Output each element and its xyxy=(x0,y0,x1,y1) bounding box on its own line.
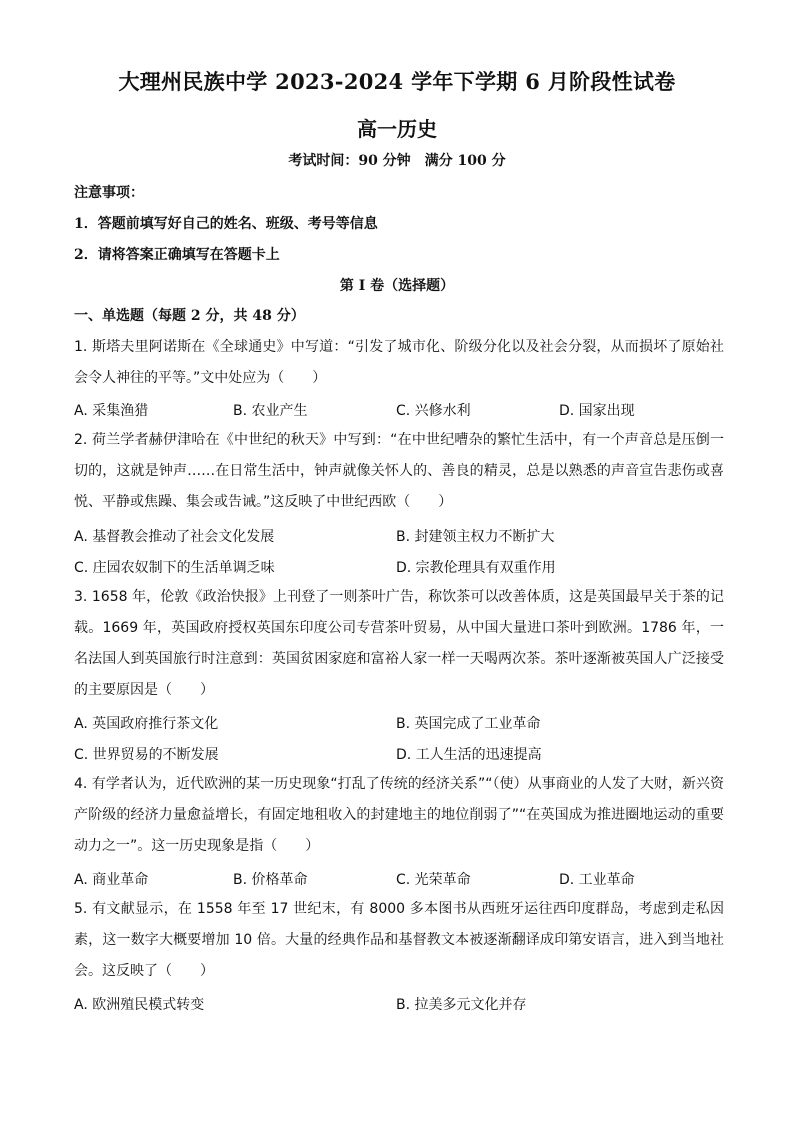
option-b: B. 拉美多元文化并存 xyxy=(396,997,527,1013)
option-c: C. 光荣革命 xyxy=(396,872,471,888)
question-stem: 1. 斯塔夫里阿诺斯在《全球通史》中写道：“引发了城市化、阶级分化以及社会分裂，从而损坏了原始社会令人神往的平等。”文中处应为（ ） xyxy=(74,339,724,386)
option-c: C. 庄园农奴制下的生活单调乏味 xyxy=(74,560,275,576)
question-stem: 2. 荷兰学者赫伊津哈在《中世纪的秋天》中写到：“在中世纪嘈杂的繁忙生活中，有一个声音总是压倒一切的，这就是钟声……在日常生活中，钟声就像关怀人的、善良的精灵，总是以熟悉的声音宣告悲伤或喜悦、平静或焦躁、集会或告诫。”这反映了中世纪西欧（ ） xyxy=(74,432,724,510)
question-stem: 5. 有文献显示，在 1558 年至 17 世纪末，有 8000 多本图书从西班牙运往西印度群岛，考虑到走私因素，这一数字大概要增加 10 倍。大量的经典作品和基督教文本被逐渐翻译成印第安语言，进入到当地社会。这反映了（ ） xyxy=(74,901,724,979)
option-d: D. 国家出现 xyxy=(559,403,635,419)
option-b: B. 英国完成了工业革命 xyxy=(396,716,541,732)
question-stem: 3. 1658 年，伦敦《政治快报》上刊登了一则茶叶广告，称饮茶可以改善体质，这是英国最早关于茶的记载。1669 年，英国政府授权英国东印度公司专营茶叶贸易，从中国大量进口茶叶到欧洲。1786 年，一名法国人到英国旅行时注意到：英国贫困家庭和富裕人家一样一天喝两次茶。茶叶逐渐被英国人广泛接受的主要原因是（ ） xyxy=(74,589,724,698)
option-a: A. 欧洲殖民模式转变 xyxy=(74,997,205,1013)
notice-item: 1．答题前填写好自己的姓名、班级、考号等信息 xyxy=(74,216,378,232)
section-title: 一、单选题（每题 2 分，共 48 分） xyxy=(74,308,305,324)
option-a: A. 采集渔猎 xyxy=(74,403,149,419)
question-stem: 4. 有学者认为，近代欧洲的某一历史现象“打乱了传统的经济关系”“（使）从事商业的人发了大财，新兴资产阶级的经济力量愈益增长，有固定地租收入的封建地主的地位削弱了”“在英国成为推进圈地运动的重要动力之一”。这一历史现象是指（ ） xyxy=(74,776,724,854)
exam-info: 考试时间：90 分钟 满分 100 分 xyxy=(288,153,506,169)
option-d: D. 工人生活的迅速提高 xyxy=(396,747,542,763)
option-a: A. 基督教会推动了社会文化发展 xyxy=(74,529,275,545)
option-a: A. 英国政府推行茶文化 xyxy=(74,716,219,732)
subject-title: 高一历史 xyxy=(357,117,437,141)
notice-heading: 注意事项： xyxy=(74,185,144,201)
option-d: D. 工业革命 xyxy=(559,872,635,888)
part-title: 第 I 卷（选择题） xyxy=(339,278,455,294)
option-d: D. 宗教伦理具有双重作用 xyxy=(396,560,556,576)
option-c: C. 兴修水利 xyxy=(396,403,471,419)
notice-item: 2．请将答案正确填写在答题卡上 xyxy=(74,247,280,263)
exam-title: 大理州民族中学 2023-2024 学年下学期 6 月阶段性试卷 xyxy=(118,69,676,94)
option-b: B. 价格革命 xyxy=(233,872,308,888)
option-a: A. 商业革命 xyxy=(74,872,149,888)
option-b: B. 封建领主权力不断扩大 xyxy=(396,529,555,545)
option-b: B. 农业产生 xyxy=(233,403,308,419)
option-c: C. 世界贸易的不断发展 xyxy=(74,747,219,763)
